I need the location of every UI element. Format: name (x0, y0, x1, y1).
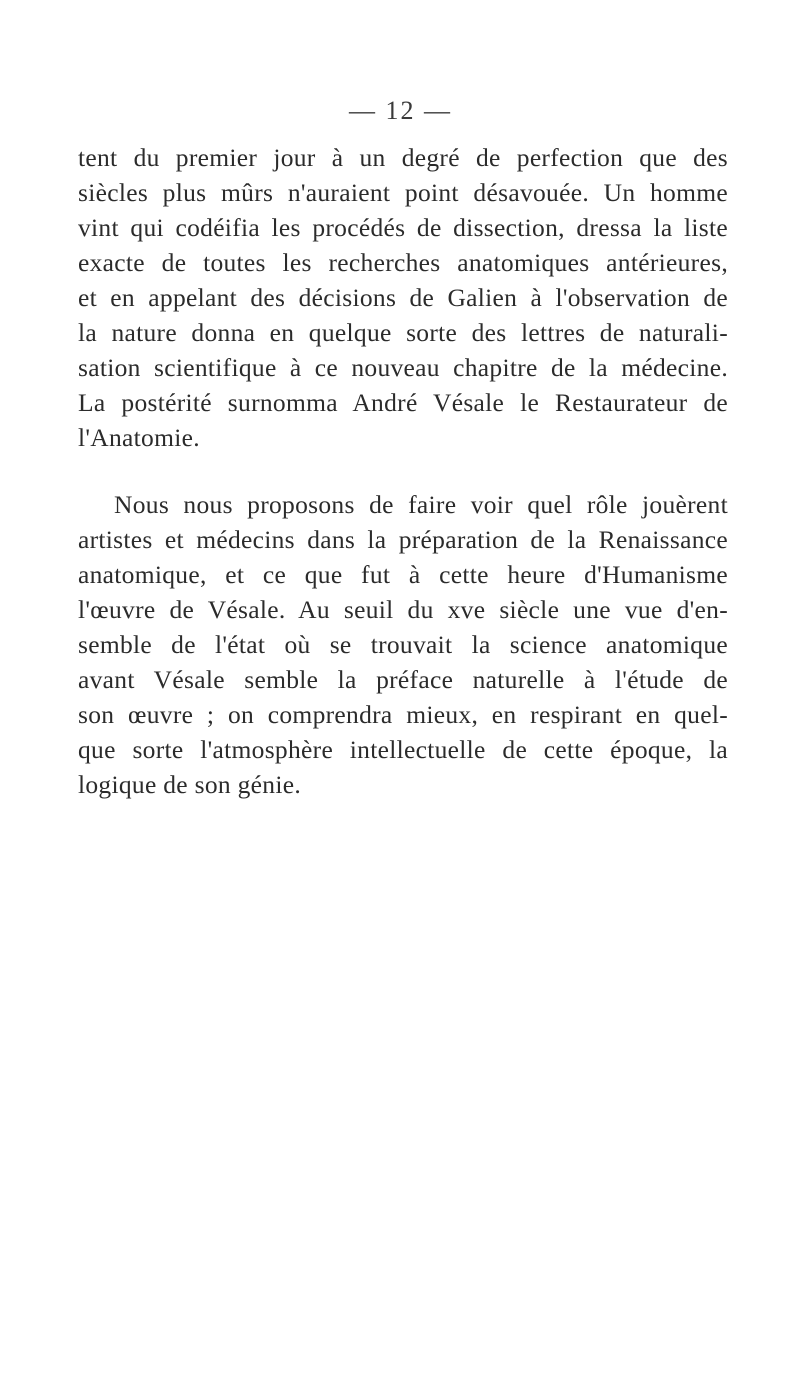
text-line: semble de l'état où se trouvait la science anatomique (78, 630, 728, 659)
text-line: sation scientifique à ce nouveau chapitre de la médecine. (78, 353, 728, 382)
body-text (78, 140, 728, 802)
text-line: logique de son génie. (78, 770, 301, 799)
text-line: tent du premier jour à un degré de perfection que des (78, 143, 728, 172)
text-line: l'œuvre de Vésale. Au seuil du xve siècle une vue d'en- (78, 595, 728, 624)
text-line: anatomique, et ce que fut à cette heure d'Humanisme (78, 560, 728, 589)
text-line: artistes et médecins dans la préparation de la Renaissance (78, 525, 728, 554)
paragraph-spacer (78, 455, 728, 487)
text-line: siècles plus mûrs n'auraient point désavouée. Un homme (78, 178, 728, 207)
page-number: — 12 — (349, 96, 452, 125)
text-line: avant Vésale semble la préface naturelle à l'étude de (78, 665, 728, 694)
text-line: que sorte l'atmosphère intellectuelle de cette époque, la (78, 735, 728, 764)
text-line: son œuvre ; on comprendra mieux, en respirant en quel- (78, 700, 728, 729)
text-line: vint qui codéifia les procédés de dissection, dressa la liste (78, 213, 728, 242)
paragraph-2 (78, 487, 728, 802)
text-line: Nous nous proposons de faire voir quel rôle jouèrent (114, 490, 728, 519)
text-line: et en appelant des décisions de Galien à l'observation de (78, 283, 728, 312)
paragraph-1 (78, 140, 728, 455)
text-line: la nature donna en quelque sorte des lettres de naturali- (78, 318, 728, 347)
text-line: La postérité surnomma André Vésale le Restaurateur de (78, 388, 728, 417)
text-line: l'Anatomie. (78, 423, 200, 452)
text-line: exacte de toutes les recherches anatomiques antérieures, (78, 248, 728, 277)
